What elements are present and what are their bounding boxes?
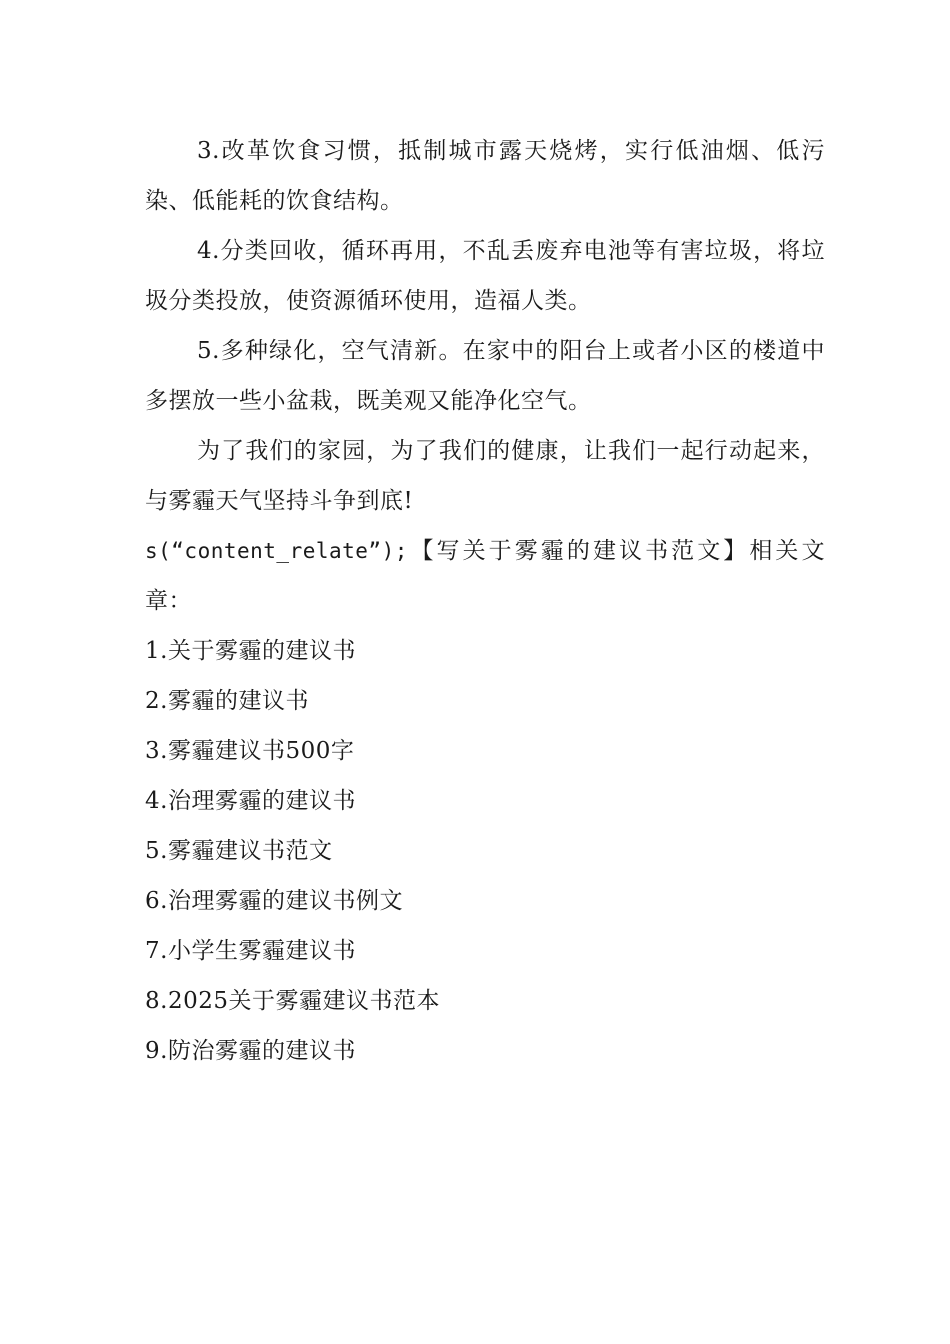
paragraph-greening: 5.多种绿化，空气清新。在家中的阳台上或者小区的楼道中多摆放一些小盆栽，既美观又能净化空气。 [145, 338, 825, 414]
related-article-link[interactable]: 4.治理雾霾的建议书 [145, 788, 356, 814]
related-article-link[interactable]: 3.雾霾建议书500字 [145, 738, 355, 764]
related-article-link[interactable]: 1.关于雾霾的建议书 [145, 638, 356, 664]
related-heading [145, 526, 825, 626]
related-article-link[interactable]: 6.治理雾霾的建议书例文 [145, 888, 403, 914]
related-article-link[interactable]: 9.防治雾霾的建议书 [145, 1038, 356, 1064]
script-text: s(“content_relate”); [145, 539, 408, 563]
related-article-link[interactable]: 7.小学生雾霾建议书 [145, 938, 356, 964]
paragraph-diet: 3.改革饮食习惯，抵制城市露天烧烤，实行低油烟、低污染、低能耗的饮食结构。 [145, 138, 825, 214]
paragraph-recycling: 4.分类回收，循环再用，不乱丢废弃电池等有害垃圾，将垃圾分类投放，使资源循环使用，造福人类。 [145, 238, 825, 314]
related-heading-label: 【写关于雾霾的建议书范文】相关文章： [145, 538, 825, 614]
paragraph-closing: 为了我们的家园，为了我们的健康，让我们一起行动起来，与雾霾天气坚持斗争到底! [145, 438, 825, 514]
related-articles-list [145, 626, 825, 1076]
document-page [145, 126, 825, 1076]
related-article-link[interactable]: 8.2025关于雾霾建议书范本 [145, 988, 440, 1014]
related-article-link[interactable]: 2.雾霾的建议书 [145, 688, 309, 714]
related-article-link[interactable]: 5.雾霾建议书范文 [145, 838, 333, 864]
